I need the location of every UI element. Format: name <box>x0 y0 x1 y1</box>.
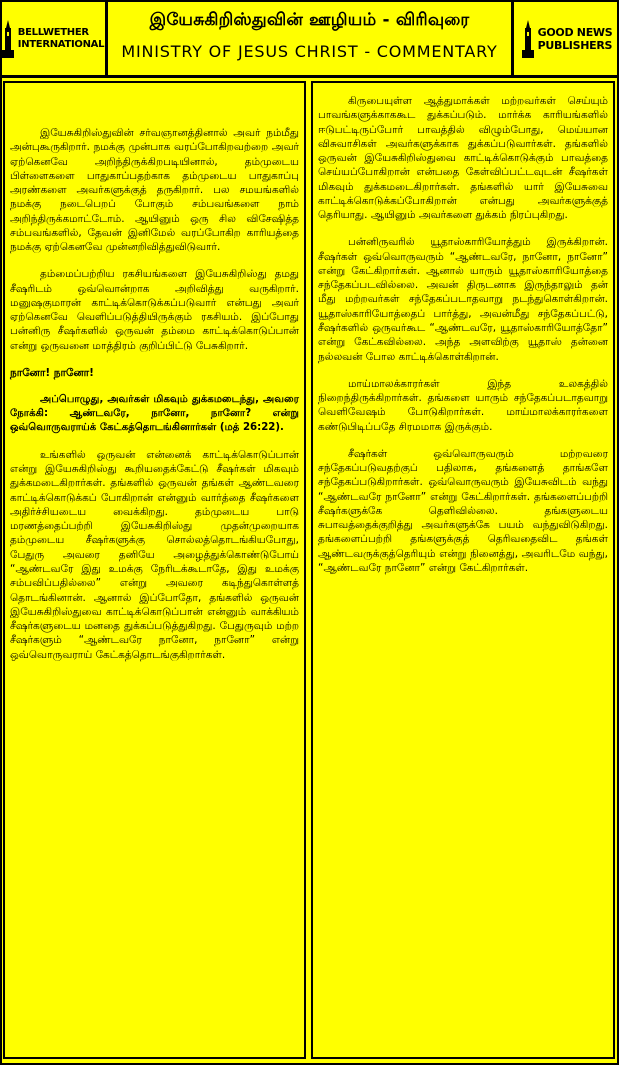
page-title-english: MINISTRY OF JESUS CHRIST - COMMENTARY <box>121 42 498 61</box>
section-heading: நானோ! நானோ! <box>10 366 94 379</box>
bellwether-logo <box>0 0 108 78</box>
paragraph: இயேசுகிறிஸ்துவின் சர்வஞானத்தினால் அவர் நம்மீது அன்புகூருகிறார். நமக்கு முன்பாக வரப்போகிறவற்றை அவர் ஏற்கெனவே அறிந்திருக்கிறபடியினால், தம்முடைய பிள்ளைகளை பாதுகாப்பதற்காக தம்முடைய பாதுகாப்பு அரண்களை அவர்களுக்குத் தருகிறார். பல சமயங்களில் நமக்கு நடைபெறப் போகும் சம்பவங்களை நாம் அறிந்திருக்கமாட்டோம். ஆயினும் ஒரு சில விசேஷித்த சம்பவங்களில், தேவன் இனிமேல் வரப்போகிற காரியத்தை நமக்கு ஏற்கெனவே முன்னறிவித்துவிடுவார். <box>10 127 299 254</box>
title-box <box>108 0 511 78</box>
tower-logo-icon <box>1 20 15 58</box>
logo-text-right <box>538 26 613 52</box>
logo-line-2: PUBLISHERS <box>537 39 613 52</box>
logo-text-left <box>18 27 104 52</box>
right-column <box>311 81 615 1059</box>
scripture-verse: அப்பொழுது, அவர்கள் மிகவும் துக்கமடைந்து, அவரை நோக்கி: ஆண்டவரே, நானோ, நானோ? என்று ஒவ்வொருவராய்க் கேட்கத்தொடங்கினார்கள் (மத் 26:22). <box>10 394 299 433</box>
paragraph: மாய்மாலக்காரர்கள் இந்த உலகத்தில் நிறைந்திருக்கிறார்கள். தங்களை யாரும் சந்தேகப்படாதவாறு வெளிவேஷம் போடுகிறார்கள். மாய்மாலக்காரர்களை கண்டுபிடிப்பதே சிரமமாக இருக்கும். <box>318 377 608 433</box>
logo-line-1: GOOD NEWS <box>537 25 613 39</box>
tower-logo-icon <box>521 20 535 58</box>
logo-line-2: INTERNATIONAL <box>17 39 105 50</box>
page-title-tamil: இயேசுகிறிஸ்துவின் ஊழியம் - விரிவுரை <box>149 10 470 30</box>
paragraph: பன்னிருவரில் யூதாஸ்காரியோத்தும் இருக்கிறான். சீஷர்கள் ஒவ்வொருவரும் “ஆண்டவரே, நானோ, நானோ” என்று கேட்கிறார்கள். ஆனால் யாரும் யூதாஸ்காரியோத்தை சந்தேகப்படவில்லை. அவன் திருடனாக இருந்தாலும் தன் மீது மற்றவர்கள் சந்தேகப்படாதவாறு நடந்துகொள்கிறான். யூதாஸ்காரியோத்தைப் பார்த்து, அவன்மீது சந்தேகப்பட்டு, சீஷர்களில் ஒருவர்கூட “ஆண்டவரே, யூதாஸ்காரியோத்தோ” என்று கேட்கவில்லை. அந்த அளவிற்கு யூதாஸ் தன்னை நல்லவன் போல காட்டிக்கொள்கிறான். <box>318 236 608 363</box>
paragraph: தம்மைப்பற்றிய ரகசியங்களை இயேசுகிறிஸ்து தமது சீஷரிடம் ஒவ்வொன்றாக அறிவித்து வருகிறார். மனுஷகுமாரன் காட்டிக்கொடுக்கப்படுவார் என்பது அவர் ஏற்கெனவே வெளிப்படுத்தியிருக்கும் ரகசியம். இப்போது பன்னிரு சீஷர்களில் ஒருவன் தம்மை காட்டிக்கொடுப்பான் என்று ஒருவனை மாத்திரம் குறிப்பிட்டு பேசுகிறார். <box>10 268 299 352</box>
paragraph: உங்களில் ஒருவன் என்னைக் காட்டிக்கொடுப்பான் என்று இயேசுகிறிஸ்து கூறியதைக்கேட்டு சீஷர்கள் மிகவும் துக்கமடைகிறார்கள். தங்களில் ஒருவன் தங்கள் ஆண்டவரை காட்டிக்கொடுக்கப் போகிறான் என்னும் வார்த்தை சீஷர்களை அதிர்ச்சியடைய வைக்கிறது. தம்முடைய பாடு மரணத்தைப்பற்றி இயேசுகிறிஸ்து முதன்முறையாக தம்முடைய சீஷர்களுக்கு சொல்லத்தொடங்கியபோது, பேதுரு அவரை தனியே அழைத்துக்கொண்டுபோய் “ஆண்டவரே இது உமக்கு நேரிடக்கூடாதே, இது உமக்கு சம்பவிப்பதில்லை” என்று அவரை கடிந்துகொள்ளத் தொடங்கினான். ஆனால் இப்போதோ, தங்களில் ஒருவன் இயேசுகிறிஸ்துவை காட்டிக்கொடுப்பான் என்னும் வாக்கியம் சீஷர்களுடைய மனதை துக்கப்படுத்துகிறது. பேதுருவும் மற்ற சீஷர்களும் “ஆண்டவரே நானோ, நானோ” என்று ஒவ்வொருவராய் கேட்கத்தொடங்குகிறார்கள். <box>10 448 299 661</box>
header <box>0 0 619 78</box>
paragraph: சீஷர்கள் ஒவ்வொருவரும் மற்றவரை சந்தேகப்படுவதற்குப் பதிலாக, தங்களைத் தாங்களே சந்தேகப்படுகிறார்கள். ஒவ்வொருவரும் இயேசுவிடம் வந்து “ஆண்டவரே நானோ” என்று கேட்கிறார்கள். தங்களைப்பற்றி சீஷர்களுக்கே தெளிவில்லை. தங்களுடைய சுபாவத்தைக்குறித்து அவர்களுக்கே பயம் வந்துவிடுகிறது. தங்களைப்பற்றி தங்களுக்குத் தெரிவதைவிட தங்கள் ஆண்டவருக்குத்தெரியும் என்று நினைத்து, அவரிடமே வந்து, “ஆண்டவரே நானோ” என்று கேட்கிறார்கள். <box>318 447 608 574</box>
good-news-logo <box>511 0 619 78</box>
paragraph: கிருபையுள்ள ஆத்துமாக்கள் மற்றவர்கள் செய்யும் பாவங்களுக்காககூட துக்கப்படும். மார்க்க காரியங்களில் ஈடுபட்டிருப்போர் பாவத்தில் விழும்போது, மெய்யான விசுவாசிகள் அவர்களுக்காக துக்கப்படுவார்கள். தங்களில் ஒருவன் இயேசுகிறிஸ்துவை காட்டிக்கொடுக்கும் பாவத்தை செய்யப்போகிறான் என்பதை கேள்விப்பட்டவுடன் சீஷர்கள் மிகவும் துக்கமடைகிறார்கள். தங்களில் யார் இயேசுவை காட்டிக்கொடுக்கப்போகிறான் என்பது அவர்களுக்குத் தெரியாது. ஆயினும் அவர்களை துக்கம் நிரப்புகிறது. <box>318 95 608 222</box>
logo-line-1: BELLWETHER <box>17 26 89 38</box>
left-column <box>3 81 306 1059</box>
